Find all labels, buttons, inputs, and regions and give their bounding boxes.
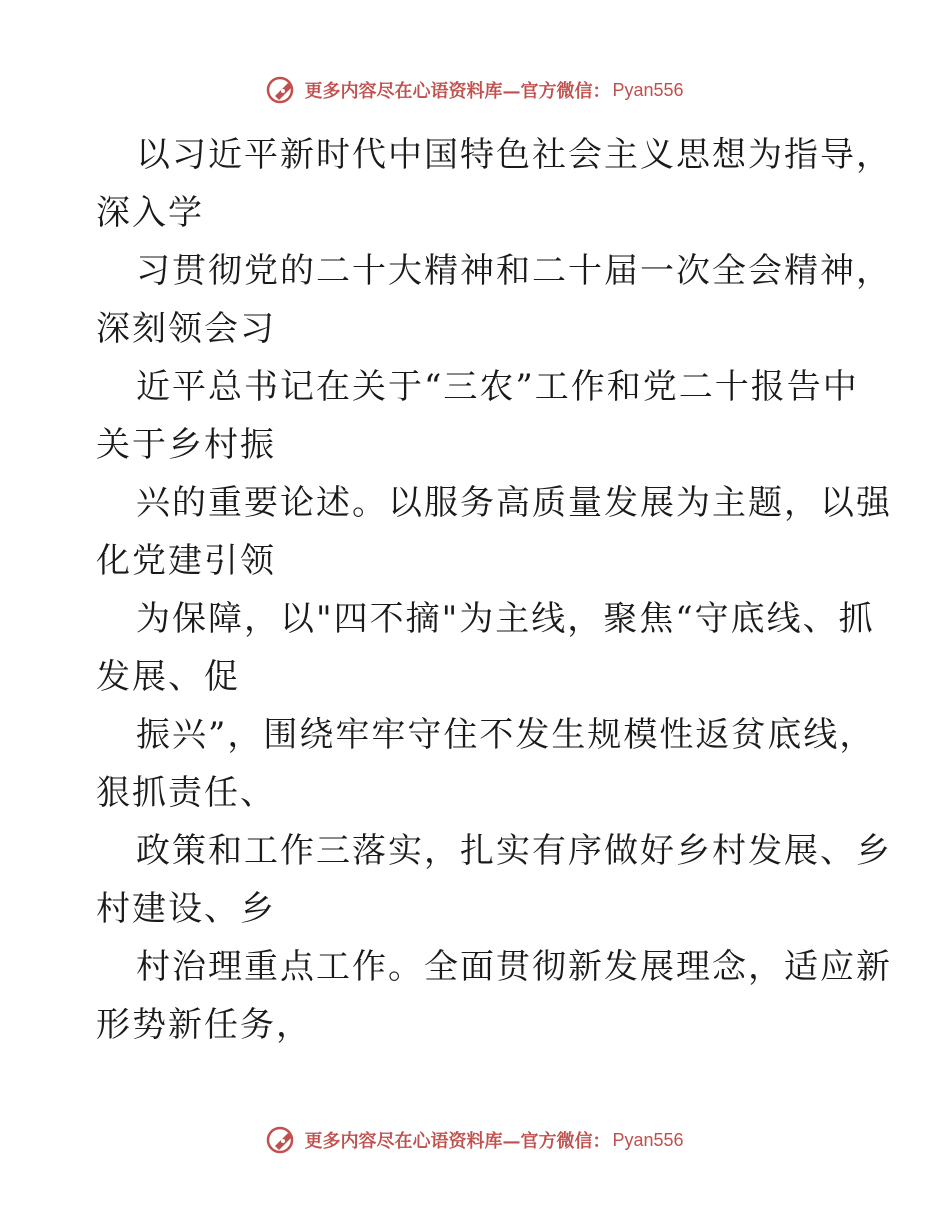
paragraph xyxy=(96,938,892,1054)
watermark-wechat-id: Pyan556 xyxy=(612,79,684,100)
text-line: 深刻领会习 xyxy=(96,309,276,349)
paragraph xyxy=(96,590,875,706)
text-line: 政策和工作三落实，扎实有序做好乡村发展、乡 xyxy=(136,831,892,871)
paragraph xyxy=(96,358,859,474)
text-line: 习贯彻党的二十大精神和二十届一次全会精神， xyxy=(136,251,892,291)
text-line: 以习近平新时代中国特色社会主义思想为指导， xyxy=(136,135,892,175)
paragraph xyxy=(96,706,876,822)
text-line: 为保障，以"四不摘"为主线，聚焦“守底线、抓 xyxy=(136,599,875,639)
text-line: 关于乡村振 xyxy=(96,425,276,465)
footer-watermark xyxy=(0,1120,950,1160)
text-line: 兴的重要论述。以服务高质量发展为主题，以强 xyxy=(136,483,892,523)
document-body xyxy=(96,126,892,1054)
watermark-text: 更多内容尽在心语资料库—官方微信： xyxy=(304,1131,611,1152)
header-watermark xyxy=(0,70,950,110)
text-line: 深入学 xyxy=(96,193,204,233)
text-line: 发展、促 xyxy=(96,657,240,697)
paragraph xyxy=(96,126,892,242)
text-line: 村治理重点工作。全面贯彻新发展理念，适应新 xyxy=(136,947,892,987)
pen-nib-logo-icon xyxy=(266,74,298,106)
text-line: 狠抓责任、 xyxy=(96,773,276,813)
text-line: 化党建引领 xyxy=(96,541,276,581)
paragraph xyxy=(96,242,892,358)
text-line: 近平总书记在关于“三农”工作和党二十报告中 xyxy=(136,367,859,407)
paragraph xyxy=(96,822,892,938)
paragraph xyxy=(96,474,892,590)
watermark-text: 更多内容尽在心语资料库—官方微信： xyxy=(304,81,611,102)
text-line: 振兴”，围绕牢牢守住不发生规模性返贫底线， xyxy=(136,715,876,755)
text-line: 村建设、乡 xyxy=(96,889,276,929)
watermark-wechat-id: Pyan556 xyxy=(612,1129,684,1150)
pen-nib-logo-icon xyxy=(266,1124,298,1156)
text-line: 形势新任务， xyxy=(96,1005,312,1045)
